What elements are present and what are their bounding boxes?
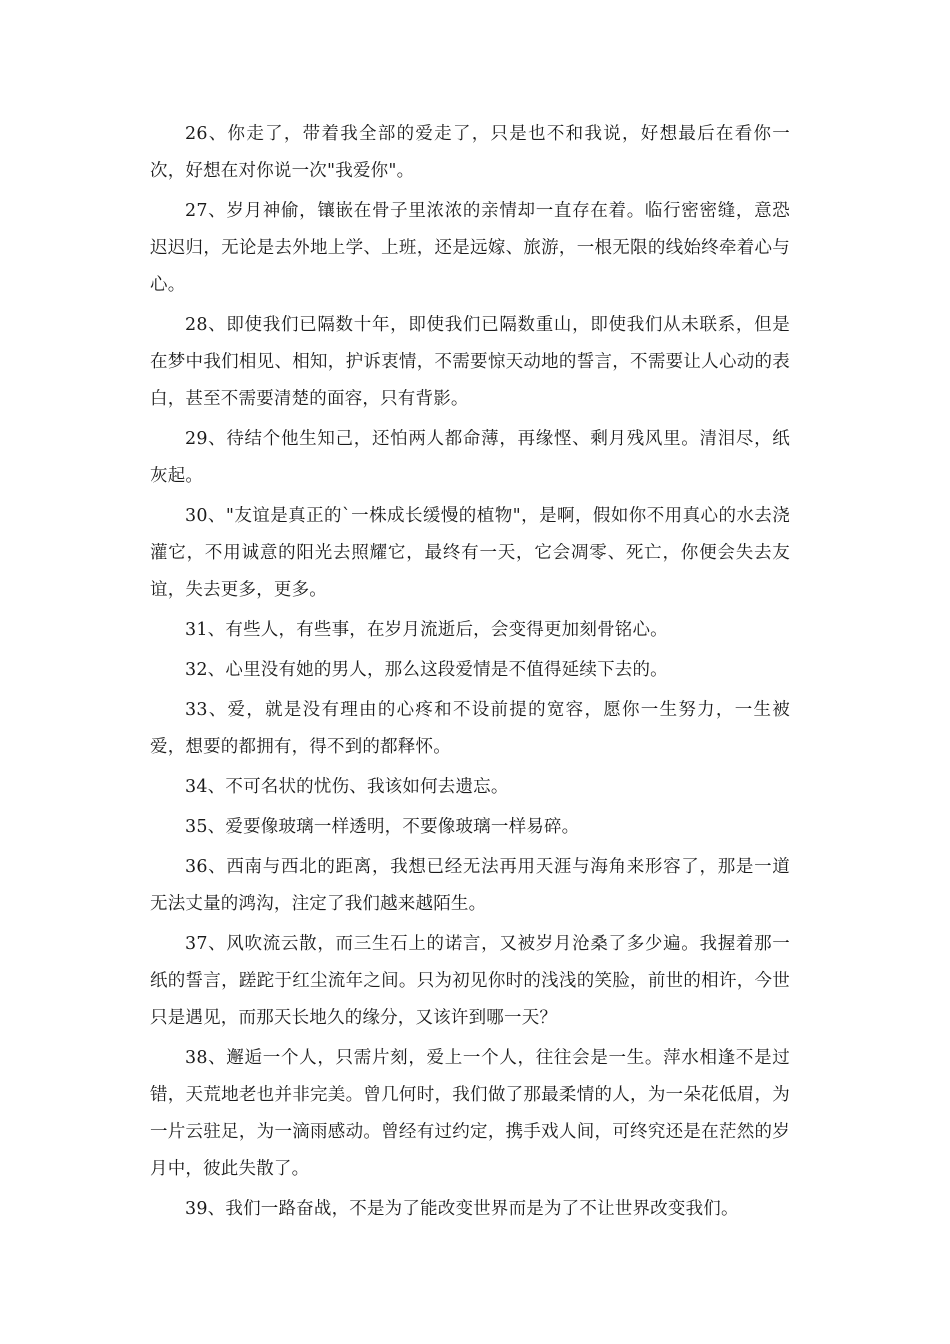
paragraph-30: 30、"友谊是真正的`一株成长缓慢的植物"，是啊，假如你不用真心的水去浇灌它，不用诚意的阳光去照耀它，最终有一天，它会凋零、死亡，你便会失去友谊，失去更多，更多。 [150,506,790,600]
paragraph-33: 33、爱，就是没有理由的心疼和不设前提的宽容，愿你一生努力，一生被爱，想要的都拥有，得不到的都释怀。 [150,700,790,757]
paragraph-32: 32、心里没有她的男人，那么这段爱情是不值得延续下去的。 [185,660,668,680]
paragraph-28: 28、即使我们已隔数十年，即使我们已隔数重山，即使我们从未联系，但是在梦中我们相见、相知，护诉衷情，不需要惊天动地的誓言，不需要让人心动的表白，甚至不需要清楚的面容，只有背影。 [150,315,790,409]
paragraph-27: 27、岁月神偷，镶嵌在骨子里浓浓的亲情却一直存在着。临行密密缝，意恐迟迟归，无论是去外地上学、上班，还是远嫁、旅游，一根无限的线始终牵着心与心。 [150,201,790,295]
paragraph-36: 36、西南与西北的距离，我想已经无法再用天涯与海角来形容了，那是一道无法丈量的鸿沟，注定了我们越来越陌生。 [150,857,790,914]
paragraph-26: 26、你走了，带着我全部的爱走了，只是也不和我说，好想最后在看你一次，好想在对你说一次"我爱你"。 [150,124,790,181]
paragraph-35: 35、爱要像玻璃一样透明，不要像玻璃一样易碎。 [185,817,580,837]
document-body [150,116,790,1231]
paragraph-38: 38、邂逅一个人，只需片刻，爱上一个人，往往会是一生。萍水相逢不是过错，天荒地老也并非完美。曾几何时，我们做了那最柔情的人，为一朵花低眉，为一片云驻足，为一滴雨感动。曾经有过约定，携手戏人间，可终究还是在茫然的岁月中，彼此失散了。 [150,1048,790,1179]
paragraph-29: 29、待结个他生知己，还怕两人都命薄，再缘悭、剩月残风里。清泪尽，纸灰起。 [150,429,790,486]
paragraph-34: 34、不可名状的忧伤、我该如何去遗忘。 [185,777,509,797]
paragraph-37: 37、风吹流云散，而三生石上的诺言，又被岁月沧桑了多少遍。我握着那一纸的誓言，蹉跎于红尘流年之间。只为初见你时的浅浅的笑脸，前世的相许，今世只是遇见，而那天长地久的缘分，又该许到哪一天？ [150,934,790,1028]
paragraph-39: 39、我们一路奋战，不是为了能改变世界而是为了不让世界改变我们。 [185,1199,739,1219]
paragraph-31: 31、有些人，有些事，在岁月流逝后，会变得更加刻骨铭心。 [185,620,668,640]
